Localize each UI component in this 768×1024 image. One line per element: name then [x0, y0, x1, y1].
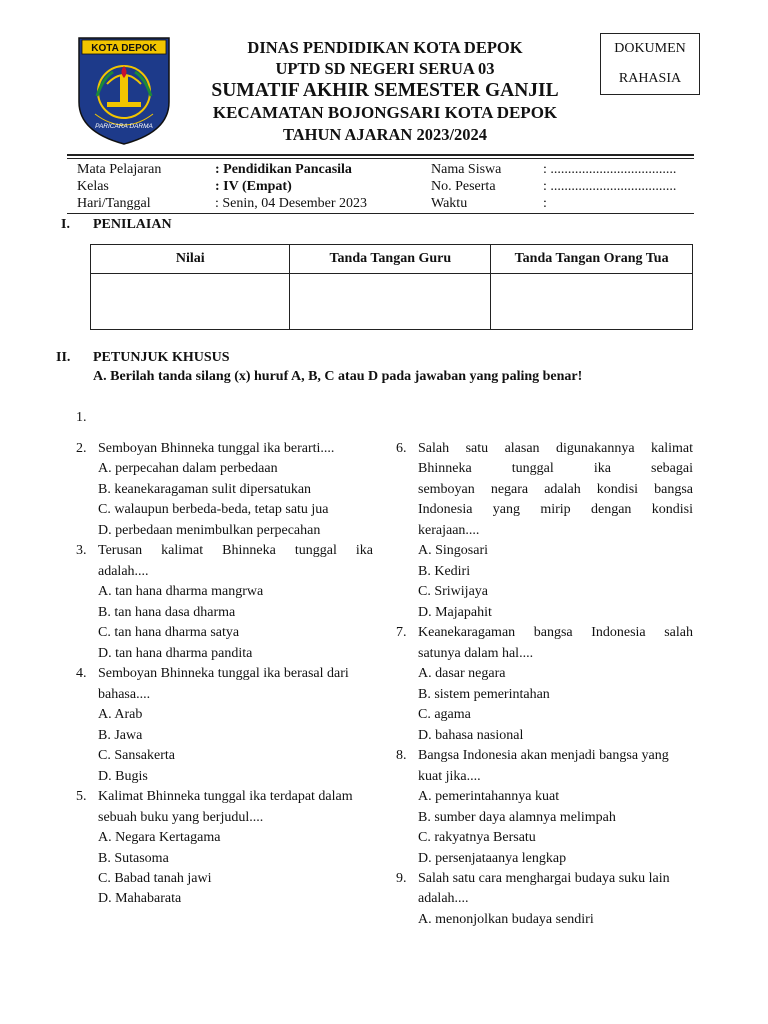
question-4-number: 4. — [76, 666, 87, 681]
participant-no-field[interactable]: : .................................... — [543, 179, 677, 194]
question-6-text-line-2: Bhinneka tunggal ika sebagai — [418, 461, 693, 476]
teacher-signature-cell[interactable] — [290, 274, 491, 330]
question-5-text-line-2: sebuah buku yang berjudul.... — [98, 810, 264, 825]
question-8-option-c[interactable]: C. rakyatnya Bersatu — [418, 830, 536, 845]
document-confidential-box — [600, 33, 700, 95]
question-5-number: 5. — [76, 789, 87, 804]
section-2-number: II. — [56, 350, 71, 365]
time-label: Waktu — [431, 196, 468, 211]
instruction-text: A. Berilah tanda silang (x) huruf A, B, C atau D pada jawaban yang paling benar! — [93, 369, 583, 384]
question-7-option-d[interactable]: D. bahasa nasional — [418, 728, 524, 743]
question-4-option-c[interactable]: C. Sansakerta — [98, 748, 175, 763]
question-7-text-line-1: Keanekaragaman bangsa Indonesia salah — [418, 625, 693, 640]
question-2-option-a[interactable]: A. perpecahan dalam perbedaan — [98, 461, 278, 476]
date-value: : Senin, 04 Desember 2023 — [215, 196, 368, 211]
question-4-option-b[interactable]: B. Jawa — [98, 728, 143, 743]
student-name-label: Nama Siswa — [431, 162, 502, 177]
question-6-text-line-1: Salah satu alasan digunakannya kalimat — [418, 441, 693, 456]
question-6-option-d[interactable]: D. Majapahit — [418, 605, 492, 620]
header-line-3: SUMATIF AKHIR SEMESTER GANJIL — [211, 80, 559, 101]
question-3-number: 3. — [76, 543, 87, 558]
question-7-option-c[interactable]: C. agama — [418, 707, 471, 722]
question-2-option-c[interactable]: C. walaupun berbeda-beda, tetap satu jua — [98, 502, 329, 517]
question-4-option-d[interactable]: D. Bugis — [98, 769, 148, 784]
question-1-number: 1. — [76, 410, 87, 425]
question-2-number: 2. — [76, 441, 87, 456]
grade-column-header: Nilai — [91, 245, 290, 274]
subject-value: : Pendidikan Pancasila — [215, 162, 352, 177]
doc-label-2: RAHASIA — [618, 71, 682, 86]
question-6-text-line-5: kerajaan.... — [418, 523, 480, 538]
header-line-2: UPTD SD NEGERI SERUA 03 — [275, 59, 495, 78]
question-7-text-line-2: satunya dalam hal.... — [418, 646, 534, 661]
question-4-option-a[interactable]: A. Arab — [98, 707, 143, 722]
date-label: Hari/Tanggal — [77, 196, 151, 211]
question-6-option-c[interactable]: C. Sriwijaya — [418, 584, 488, 599]
question-3-option-c[interactable]: C. tan hana dharma satya — [98, 625, 240, 640]
question-5-option-d[interactable]: D. Mahabarata — [98, 891, 182, 906]
kota-depok-logo — [77, 36, 171, 146]
question-3-text-line-1: Terusan kalimat Bhinneka tunggal ika — [98, 543, 373, 558]
question-4-text-line-1: Semboyan Bhinneka tunggal ika berasal dari — [98, 666, 349, 681]
grading-table — [90, 244, 693, 330]
grade-cell[interactable] — [91, 274, 290, 330]
question-8-option-d[interactable]: D. persenjataanya lengkap — [418, 851, 567, 866]
info-divider — [67, 213, 694, 214]
question-9-text-line-1: Salah satu cara menghargai budaya suku lain — [418, 871, 670, 886]
time-field[interactable]: : — [543, 196, 547, 211]
parent-signature-cell[interactable] — [491, 274, 693, 330]
question-9-option-a[interactable]: A. menonjolkan budaya sendiri — [418, 912, 594, 927]
parent-signature-header: Tanda Tangan Orang Tua — [491, 245, 693, 274]
question-3-option-b[interactable]: B. tan hana dasa dharma — [98, 605, 236, 620]
question-8-option-b[interactable]: B. sumber daya alamnya melimpah — [418, 810, 616, 825]
question-6-text-line-4: Indonesia yang mirip dengan kondisi — [418, 502, 693, 517]
class-label: Kelas — [77, 179, 109, 194]
subject-label: Mata Pelajaran — [77, 162, 162, 177]
header-line-5: TAHUN AJARAN 2023/2024 — [282, 125, 488, 144]
section-1-title: PENILAIAN — [93, 217, 172, 232]
question-2-option-b[interactable]: B. keanekaragaman sulit dipersatukan — [98, 482, 312, 497]
header-divider-thick — [67, 154, 694, 156]
question-7-option-b[interactable]: B. sistem pemerintahan — [418, 687, 550, 702]
question-5-option-a[interactable]: A. Negara Kertagama — [98, 830, 221, 845]
question-3-option-d[interactable]: D. tan hana dharma pandita — [98, 646, 253, 661]
logo-title: KOTA DEPOK — [91, 43, 157, 54]
logo-motto: PARICARA DARMA — [95, 123, 153, 130]
question-8-option-a[interactable]: A. pemerintahannya kuat — [418, 789, 560, 804]
question-9-number: 9. — [396, 871, 407, 886]
question-9-text-line-2: adalah.... — [418, 891, 469, 906]
section-1-number: I. — [61, 217, 70, 232]
question-5-option-c[interactable]: C. Babad tanah jawi — [98, 871, 212, 886]
question-8-number: 8. — [396, 748, 407, 763]
question-2-option-d[interactable]: D. perbedaan menimbulkan perpecahan — [98, 523, 321, 538]
question-4-text-line-2: bahasa.... — [98, 687, 151, 702]
question-7-number: 7. — [396, 625, 407, 640]
question-6-number: 6. — [396, 441, 407, 456]
participant-no-label: No. Peserta — [431, 179, 496, 194]
question-3-text-line-2: adalah.... — [98, 564, 149, 579]
header-line-4: KECAMATAN BOJONGSARI KOTA DEPOK — [212, 103, 558, 122]
question-3-option-a[interactable]: A. tan hana dharma mangrwa — [98, 584, 264, 599]
question-7-option-a[interactable]: A. dasar negara — [418, 666, 506, 681]
header-line-1: DINAS PENDIDIKAN KOTA DEPOK — [247, 38, 523, 57]
question-6-text-line-3: semboyan negara adalah kondisi bangsa — [418, 482, 693, 497]
class-value: : IV (Empat) — [215, 179, 292, 194]
question-2-text: Semboyan Bhinneka tunggal ika berarti.... — [98, 441, 335, 456]
question-8-text-line-1: Bangsa Indonesia akan menjadi bangsa yang — [418, 748, 669, 763]
question-5-option-b[interactable]: B. Sutasoma — [98, 851, 169, 866]
question-5-text-line-1: Kalimat Bhinneka tunggal ika terdapat dalam — [98, 789, 353, 804]
question-6-option-b[interactable]: B. Kediri — [418, 564, 471, 579]
question-8-text-line-2: kuat jika.... — [418, 769, 481, 784]
doc-label-1: DOKUMEN — [614, 41, 686, 56]
question-6-option-a[interactable]: A. Singosari — [418, 543, 488, 558]
student-name-field[interactable]: : .................................... — [543, 162, 677, 177]
teacher-signature-header: Tanda Tangan Guru — [290, 245, 491, 274]
header-divider-thin — [67, 158, 694, 159]
section-2-title: PETUNJUK KHUSUS — [93, 350, 230, 365]
